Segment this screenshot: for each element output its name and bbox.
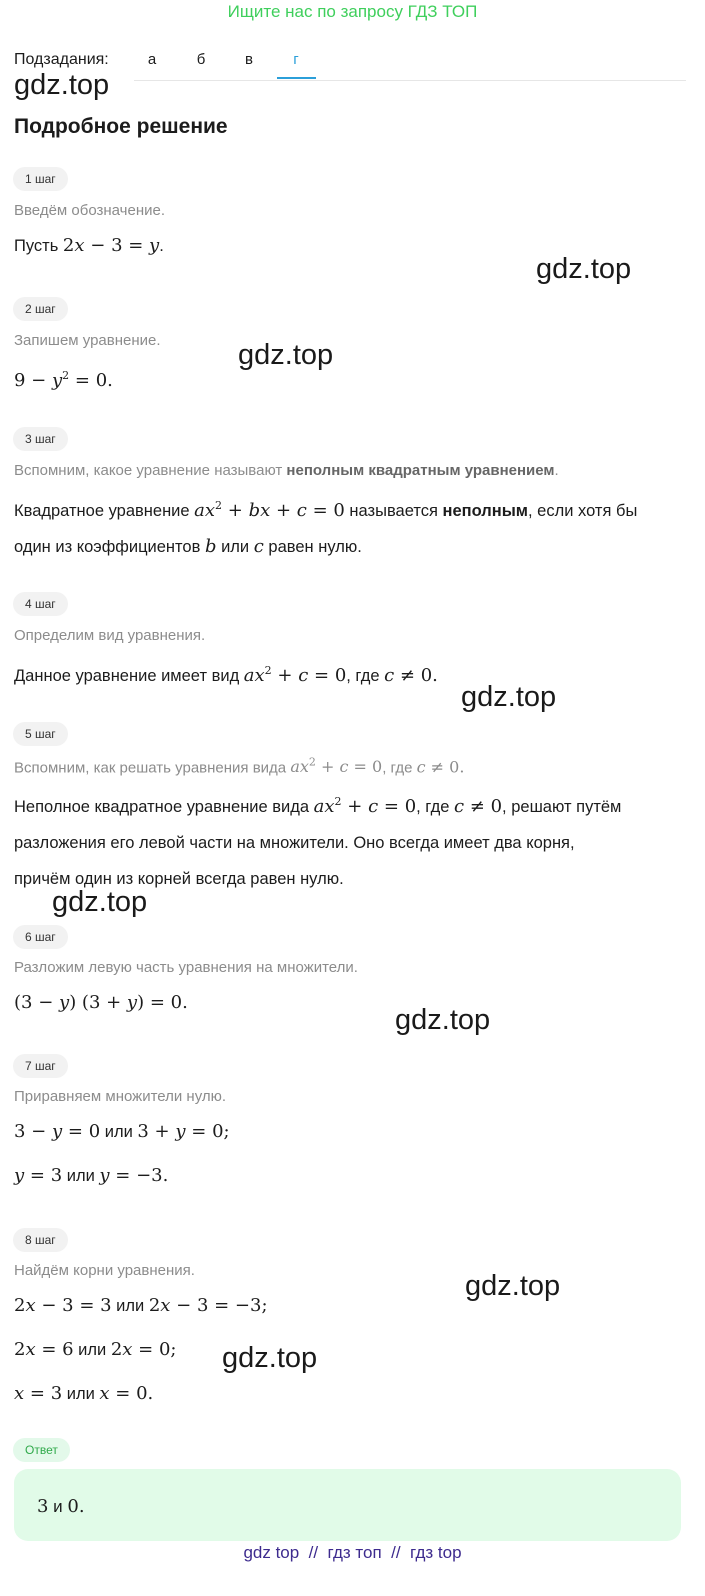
step-hint: Приравняем множители нулю. bbox=[14, 1088, 227, 1105]
step-content bbox=[14, 488, 637, 565]
answer-box bbox=[14, 1469, 681, 1541]
text: или bbox=[100, 1123, 138, 1141]
step-content bbox=[14, 358, 113, 399]
solution-heading: Подробное решение bbox=[14, 115, 228, 138]
tab-v[interactable]: в bbox=[245, 51, 253, 68]
step-hint bbox=[14, 756, 464, 776]
text: или bbox=[62, 1385, 100, 1403]
text: Вспомним, как решать уравнения вида bbox=[14, 759, 291, 777]
formula: c bbox=[253, 536, 264, 557]
step-hint: Введём обозначение. bbox=[14, 202, 166, 219]
footer-links[interactable]: gdz top // гдз топ // гдз top bbox=[243, 1543, 462, 1562]
text: Данное уравнение имеет вид bbox=[14, 667, 244, 685]
formula: 3 + y = 0; bbox=[137, 1121, 230, 1142]
text: или bbox=[62, 1167, 100, 1185]
line bbox=[14, 1114, 230, 1150]
line bbox=[14, 529, 637, 565]
step-content bbox=[14, 784, 621, 897]
text: Пусть bbox=[14, 237, 59, 255]
text: или bbox=[73, 1341, 111, 1359]
formula: c ≠ 0. bbox=[416, 757, 465, 777]
active-tab-indicator bbox=[277, 77, 316, 79]
step-badge: 2 шаг bbox=[13, 297, 68, 321]
watermark: gdz.top bbox=[52, 886, 148, 918]
formula: c ≠ 0 bbox=[453, 796, 503, 817]
line bbox=[14, 784, 621, 825]
formula: y = −3. bbox=[99, 1165, 169, 1186]
formula: c ≠ 0. bbox=[384, 665, 438, 686]
step-content bbox=[14, 985, 188, 1021]
formula: $ax^2$ + bx + c = 0 bbox=[194, 499, 345, 521]
text: Неполное квадратное уравнение вида bbox=[14, 798, 314, 816]
text: и bbox=[48, 1497, 68, 1516]
text: , где bbox=[416, 798, 454, 816]
watermark: gdz.top bbox=[395, 1004, 491, 1036]
tab-b[interactable]: б bbox=[196, 51, 206, 68]
formula: 2x = 6 bbox=[14, 1339, 74, 1360]
watermark: gdz.top bbox=[465, 1270, 561, 1302]
bold-text: неполным bbox=[442, 502, 529, 520]
step-hint: Разложим левую часть уравнения на множители. bbox=[14, 959, 358, 976]
watermark: gdz.top bbox=[238, 339, 334, 371]
tab-a[interactable]: а bbox=[147, 51, 157, 68]
text: , где bbox=[346, 667, 385, 685]
text: . bbox=[159, 237, 164, 255]
line bbox=[14, 1158, 230, 1194]
watermark: gdz.top bbox=[222, 1342, 318, 1374]
text: или bbox=[216, 538, 254, 556]
text: . bbox=[554, 462, 559, 479]
watermark: gdz.top bbox=[14, 69, 110, 101]
step-badge: 1 шаг bbox=[13, 167, 68, 191]
formula: (3 − y) (3 + y) = 0. bbox=[14, 992, 188, 1013]
formula: y = 3 bbox=[14, 1165, 63, 1186]
formula: $9 - y^2 = 0$. bbox=[14, 369, 113, 391]
watermark: gdz.top bbox=[536, 253, 632, 285]
formula: $ax^2 + c = 0$ bbox=[290, 756, 383, 777]
formula: b bbox=[204, 536, 217, 557]
text: или bbox=[111, 1297, 149, 1315]
step-badge: 4 шаг bbox=[13, 592, 68, 616]
formula: $ax^2 + c = 0$ bbox=[243, 664, 347, 686]
tab-g[interactable]: г bbox=[293, 51, 299, 68]
formula: 2x − 3 = 3 bbox=[14, 1295, 112, 1316]
line bbox=[14, 1288, 268, 1324]
step-badge: 7 шаг bbox=[13, 1054, 68, 1078]
answer-badge: Ответ bbox=[13, 1438, 70, 1462]
text: Квадратное уравнение bbox=[14, 502, 195, 520]
step-hint: Определим вид уравнения. bbox=[14, 627, 206, 644]
step-badge: 5 шаг bbox=[13, 722, 68, 746]
line bbox=[14, 1376, 268, 1412]
text: , где bbox=[382, 759, 417, 777]
answer-text bbox=[37, 1496, 85, 1517]
step-hint: Найдём корни уравнения. bbox=[14, 1262, 195, 1279]
text: равен нулю. bbox=[263, 538, 362, 556]
formula: 0. bbox=[67, 1496, 85, 1517]
promo-banner[interactable]: Ищите нас по запросу ГДЗ ТОП bbox=[227, 2, 478, 21]
subtasks-label: Подзадания: bbox=[14, 51, 109, 68]
step-hint bbox=[14, 462, 559, 479]
step-content bbox=[14, 1114, 230, 1194]
step-content bbox=[14, 228, 164, 264]
step-badge: 3 шаг bbox=[13, 427, 68, 451]
step-badge: 8 шаг bbox=[13, 1228, 68, 1252]
formula: x = 0. bbox=[99, 1383, 154, 1404]
formula: 2x − 3 = −3; bbox=[148, 1295, 268, 1316]
step-hint: Запишем уравнение. bbox=[14, 332, 161, 349]
formula: 2x = 0; bbox=[110, 1339, 177, 1360]
text: , решают путём bbox=[502, 798, 622, 816]
text: Вспомним, какое уравнение называют bbox=[14, 462, 287, 479]
text: , если хотя бы bbox=[528, 502, 638, 520]
formula: x = 3 bbox=[14, 1383, 63, 1404]
step-content bbox=[14, 653, 438, 694]
formula: 3 bbox=[37, 1496, 49, 1517]
text: один из коэффициентов bbox=[14, 538, 205, 556]
formula: $ax^2 + c = 0$ bbox=[313, 795, 417, 817]
step-badge: 6 шаг bbox=[13, 925, 68, 949]
subtask-tabs bbox=[134, 43, 686, 81]
watermark: gdz.top bbox=[461, 681, 557, 713]
text: называется bbox=[344, 502, 443, 520]
line: причём один из корней всегда равен нулю. bbox=[14, 870, 344, 888]
bold-text: неполным квадратным уравнением bbox=[286, 462, 555, 479]
formula: 3 − y = 0 bbox=[14, 1121, 101, 1142]
formula: 2x − 3 = y bbox=[62, 235, 160, 256]
line: разложения его левой части на множители. Оно всегда имеет два корня, bbox=[14, 834, 575, 852]
line bbox=[14, 488, 637, 529]
